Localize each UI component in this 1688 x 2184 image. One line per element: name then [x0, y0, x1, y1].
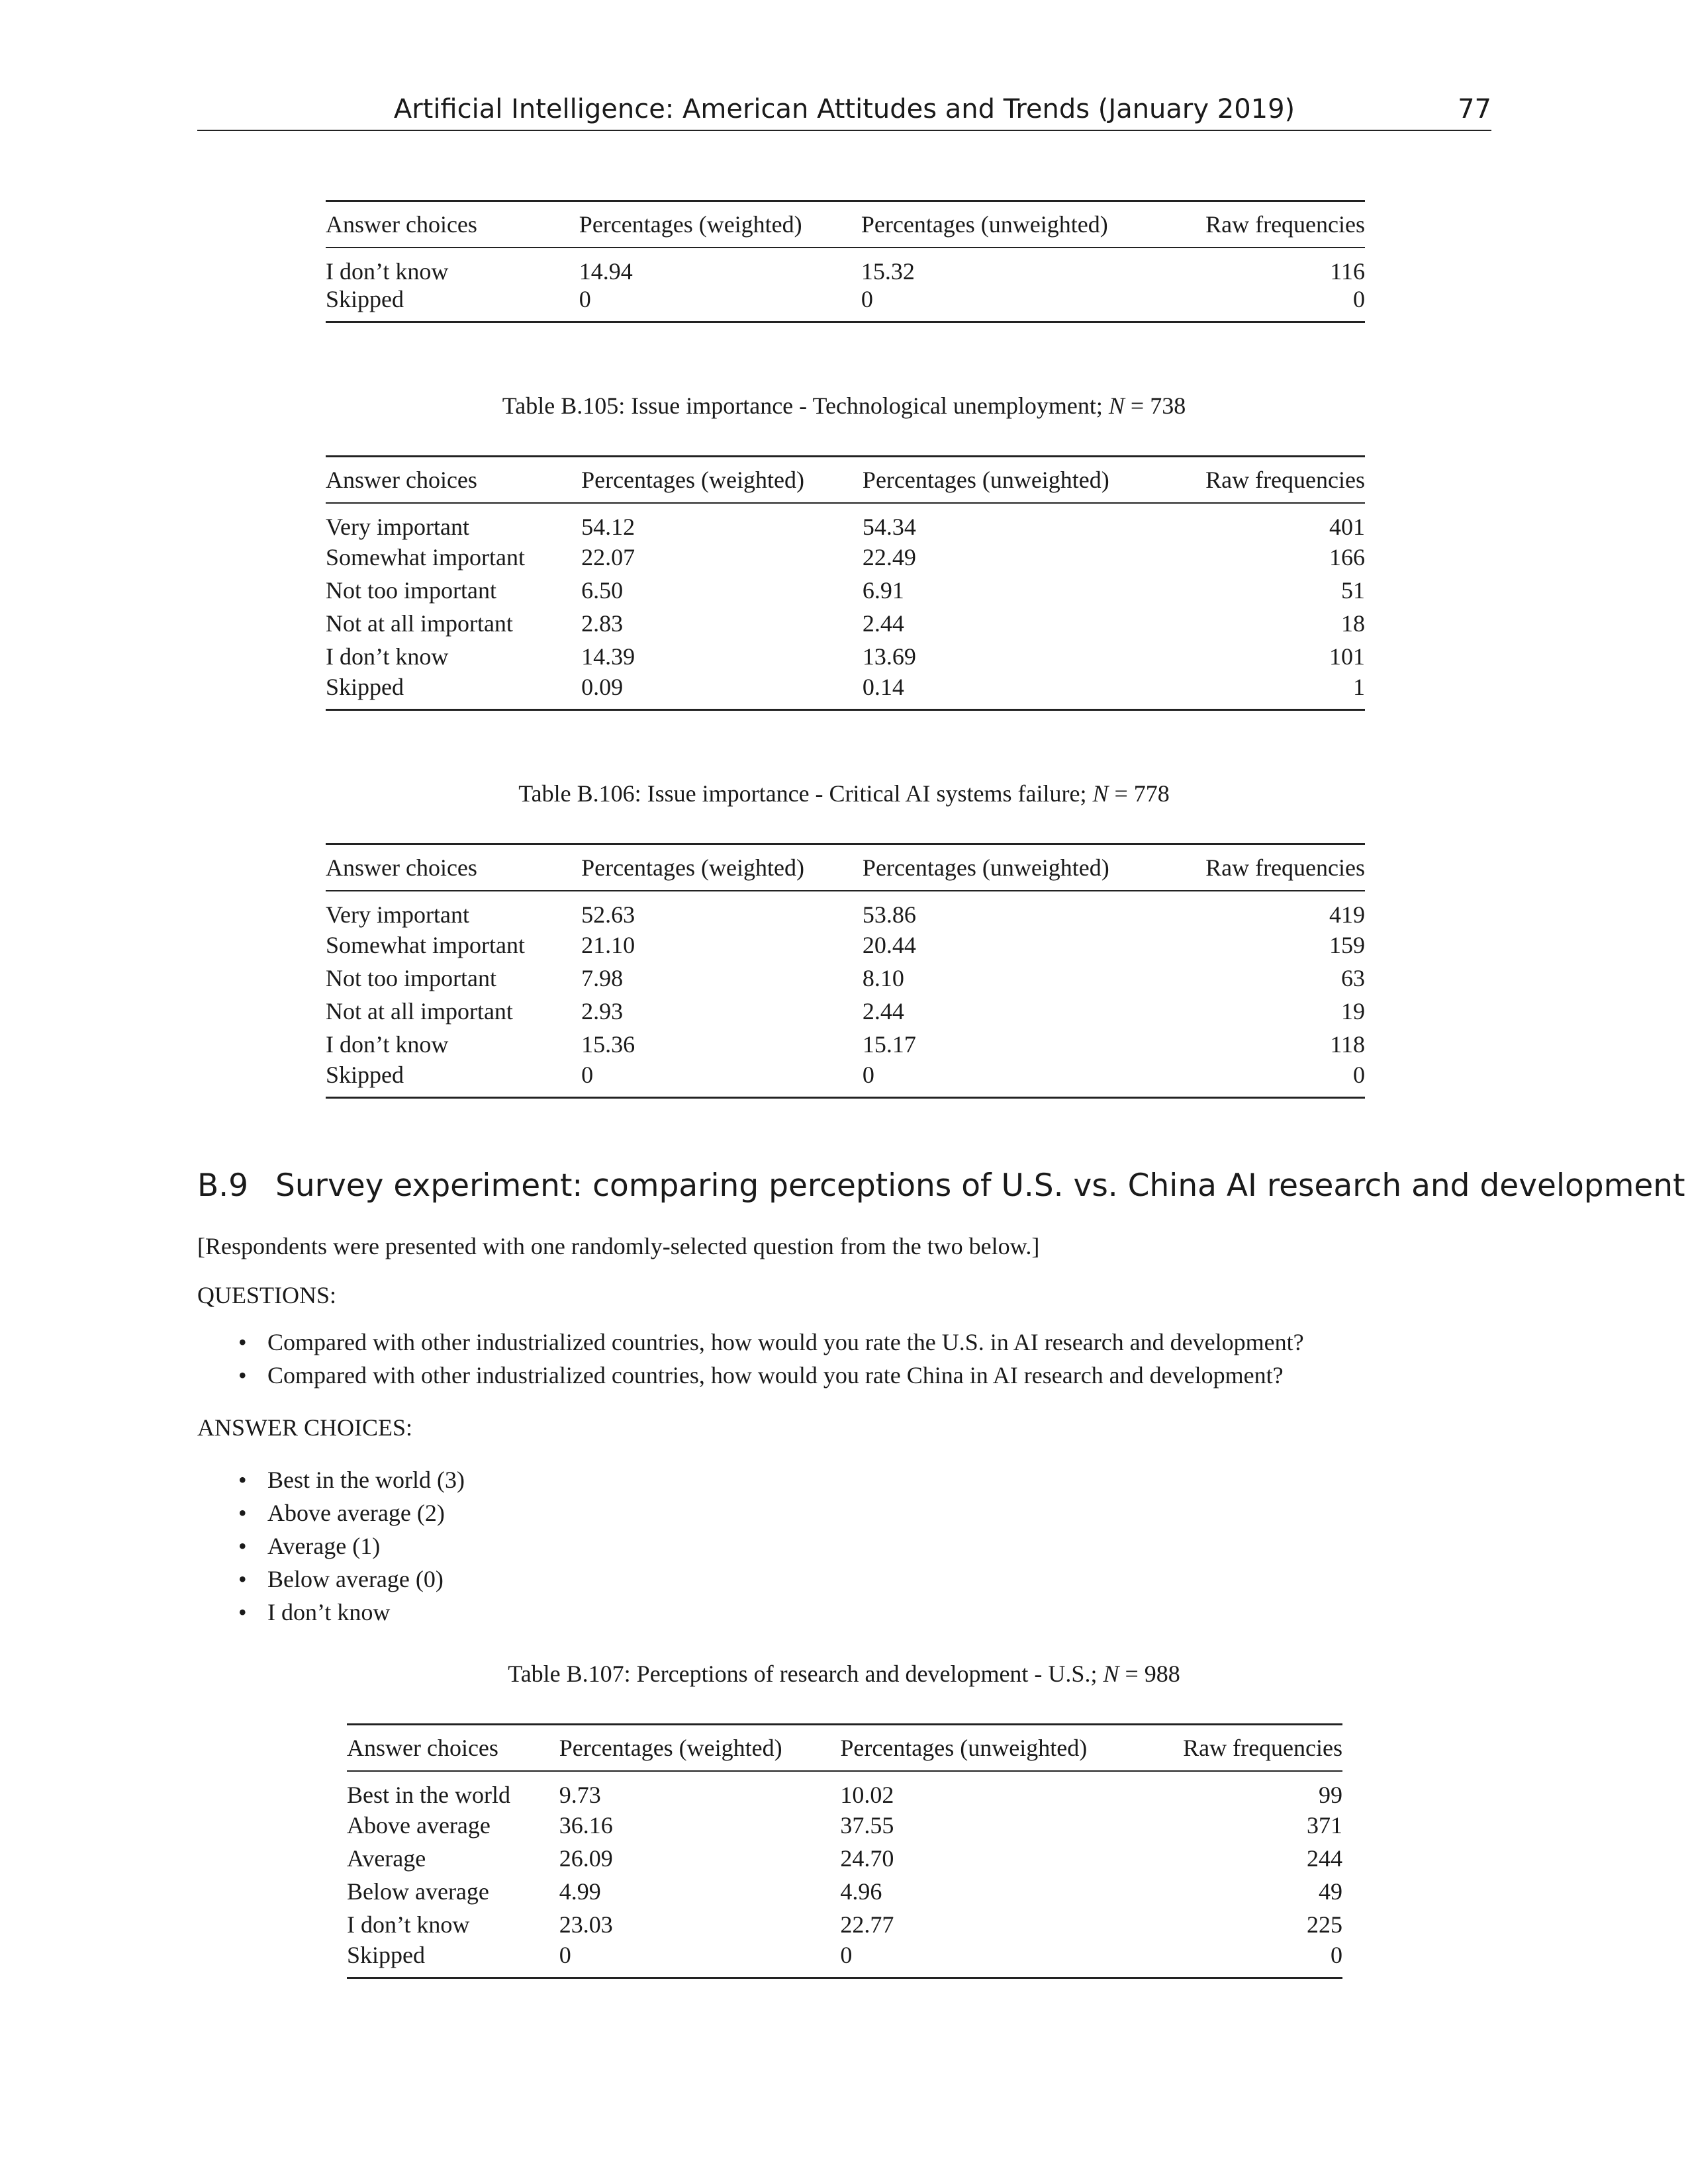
- questions-label: QUESTIONS:: [197, 1282, 337, 1308]
- bullet-icon: •: [238, 1500, 247, 1526]
- table-header-row: [326, 201, 1365, 248]
- bullet-icon: •: [238, 1599, 247, 1625]
- answer-choice-cell: I don’t know: [326, 1031, 449, 1058]
- value-cell: 0: [862, 1062, 874, 1088]
- value-cell: 22.77: [840, 1911, 894, 1938]
- value-cell: 0: [559, 1942, 571, 1968]
- caption-n-variable: N: [1103, 1661, 1119, 1687]
- table-row: [326, 503, 1365, 541]
- table-row: [326, 285, 1365, 322]
- value-cell: 0: [1353, 286, 1365, 312]
- answer-choice-cell: Skipped: [326, 674, 404, 700]
- value-cell: 1: [1353, 674, 1365, 700]
- answer-choice-cell: Above average: [347, 1812, 491, 1839]
- value-cell: 0: [579, 286, 591, 312]
- answer-choice-cell: Not at all important: [326, 998, 513, 1024]
- value-cell: 2.44: [862, 998, 904, 1024]
- page-number: 77: [1458, 94, 1491, 124]
- list-item: [238, 1563, 465, 1596]
- column-header: Percentages (unweighted): [862, 854, 1109, 881]
- section-number: B.9: [197, 1167, 249, 1204]
- answer-choice-cell: Below average: [347, 1878, 489, 1905]
- column-header: Percentages (weighted): [581, 467, 804, 493]
- value-cell: 21.10: [581, 932, 635, 958]
- value-cell: 101: [1329, 643, 1365, 670]
- table-header-row: [326, 844, 1365, 891]
- caption-n-variable: N: [1092, 780, 1109, 807]
- list-item-text: Best in the world (3): [267, 1467, 465, 1493]
- value-cell: 225: [1307, 1911, 1342, 1938]
- value-cell: 49: [1319, 1878, 1342, 1905]
- list-item: [238, 1529, 465, 1563]
- column-header: Raw frequencies: [1205, 467, 1365, 493]
- value-cell: 18: [1341, 610, 1365, 637]
- value-cell: 2.93: [581, 998, 624, 1024]
- value-cell: 6.91: [862, 577, 904, 604]
- bullet-icon: •: [238, 1362, 247, 1388]
- value-cell: 0: [581, 1062, 594, 1088]
- value-cell: 0.14: [862, 674, 904, 700]
- table-row: [326, 607, 1365, 640]
- table-row: [326, 962, 1365, 995]
- list-item-text: Compared with other industrialized countries, how would you rate the U.S. in AI research and development?: [267, 1329, 1304, 1355]
- value-cell: 7.98: [581, 965, 624, 991]
- value-cell: 4.96: [840, 1878, 882, 1905]
- answer-choice-cell: Not too important: [326, 577, 496, 604]
- value-cell: 54.34: [862, 514, 916, 540]
- value-cell: 10.02: [840, 1782, 894, 1808]
- value-cell: 116: [1330, 258, 1365, 285]
- running-header: [197, 93, 1491, 131]
- value-cell: 401: [1329, 514, 1365, 540]
- answers-list: [238, 1463, 465, 1629]
- table-row: [326, 541, 1365, 574]
- value-cell: 26.09: [559, 1845, 613, 1872]
- table-b106: [326, 843, 1365, 1099]
- answer-choice-cell: Skipped: [326, 286, 404, 312]
- value-cell: 0: [840, 1942, 853, 1968]
- value-cell: 2.44: [862, 610, 904, 637]
- value-cell: 15.17: [862, 1031, 916, 1058]
- section-heading: [197, 1167, 1685, 1204]
- column-header: Answer choices: [326, 854, 477, 881]
- value-cell: 0: [1353, 1062, 1365, 1088]
- list-item-text: Average (1): [267, 1533, 381, 1559]
- table-row: [326, 1028, 1365, 1061]
- value-cell: 0: [861, 286, 873, 312]
- caption-text: Table B.107: Perceptions of research and development - U.S.;: [508, 1661, 1103, 1687]
- value-cell: 37.55: [840, 1812, 894, 1839]
- intro-text: [Respondents were presented with one randomly-selected question from the two below.]: [197, 1233, 1040, 1259]
- bullet-icon: •: [238, 1329, 247, 1355]
- table-row: [326, 995, 1365, 1028]
- table-row: [326, 574, 1365, 607]
- value-cell: 419: [1329, 901, 1365, 928]
- table-row: [347, 1941, 1342, 1978]
- table-row: [326, 929, 1365, 962]
- column-header: Percentages (weighted): [559, 1735, 782, 1761]
- questions-list: [238, 1326, 1304, 1392]
- answer-choice-cell: Best in the world: [347, 1782, 510, 1808]
- table-row: [347, 1875, 1342, 1908]
- value-cell: 36.16: [559, 1812, 613, 1839]
- column-header: Percentages (unweighted): [862, 467, 1109, 493]
- caption-table-b105: [0, 392, 1688, 420]
- table-b105: [326, 455, 1365, 711]
- value-cell: 54.12: [581, 514, 635, 540]
- value-cell: 19: [1341, 998, 1365, 1024]
- list-item-text: I don’t know: [267, 1599, 391, 1625]
- caption-table-b106: [0, 780, 1688, 807]
- table-row: [326, 891, 1365, 929]
- value-cell: 4.99: [559, 1878, 601, 1905]
- section-title: Survey experiment: comparing perceptions of U.S. vs. China AI research and development: [275, 1167, 1685, 1204]
- answer-choice-cell: Very important: [326, 901, 469, 928]
- table-row: [326, 673, 1365, 710]
- caption-n-variable: N: [1108, 392, 1125, 419]
- value-cell: 0.09: [581, 674, 624, 700]
- table-b107: [347, 1723, 1342, 1979]
- column-header: Percentages (unweighted): [840, 1735, 1088, 1761]
- value-cell: 53.86: [862, 901, 916, 928]
- value-cell: 51: [1341, 577, 1365, 604]
- answer-choice-cell: Very important: [326, 514, 469, 540]
- list-item: [238, 1496, 465, 1529]
- column-header: Answer choices: [326, 211, 477, 238]
- value-cell: 8.10: [862, 965, 904, 991]
- table-row: [347, 1908, 1342, 1941]
- table-row: [347, 1771, 1342, 1809]
- caption-n-value: = 738: [1124, 392, 1186, 419]
- table-row: [347, 1809, 1342, 1842]
- caption-text: Table B.105: Issue importance - Technological unemployment;: [502, 392, 1109, 419]
- answer-choice-cell: Average: [347, 1845, 426, 1872]
- value-cell: 0: [1331, 1942, 1342, 1968]
- value-cell: 371: [1307, 1812, 1342, 1839]
- bullet-icon: •: [238, 1467, 247, 1493]
- value-cell: 99: [1319, 1782, 1342, 1808]
- list-item-text: Compared with other industrialized countries, how would you rate China in AI research and development?: [267, 1362, 1284, 1388]
- value-cell: 2.83: [581, 610, 624, 637]
- answer-choice-cell: Skipped: [326, 1062, 404, 1088]
- table-row: [326, 1061, 1365, 1098]
- caption-n-value: = 988: [1119, 1661, 1180, 1687]
- table-row: [326, 640, 1365, 673]
- answer-choice-cell: I don’t know: [326, 643, 449, 670]
- answer-choice-cell: Skipped: [347, 1942, 426, 1968]
- value-cell: 14.94: [579, 258, 633, 285]
- list-item: [238, 1463, 465, 1496]
- list-item-text: Above average (2): [267, 1500, 445, 1526]
- header-title: Artificial Intelligence: American Attitudes and Trends (January 2019): [393, 94, 1295, 124]
- answer-choice-cell: Not at all important: [326, 610, 513, 637]
- answer-choice-cell: Somewhat important: [326, 544, 525, 570]
- caption-n-value: = 778: [1108, 780, 1170, 807]
- bullet-icon: •: [238, 1566, 247, 1592]
- caption-table-b107: [0, 1660, 1688, 1688]
- column-header: Raw frequencies: [1205, 854, 1365, 881]
- value-cell: 14.39: [581, 643, 635, 670]
- value-cell: 15.32: [861, 258, 915, 285]
- value-cell: 52.63: [581, 901, 635, 928]
- answer-choice-cell: I don’t know: [326, 258, 449, 285]
- list-item: [238, 1596, 465, 1629]
- column-header: Answer choices: [347, 1735, 498, 1761]
- answer-choice-cell: I don’t know: [347, 1911, 470, 1938]
- value-cell: 23.03: [559, 1911, 613, 1938]
- column-header: Raw frequencies: [1205, 211, 1365, 238]
- column-header: Percentages (unweighted): [861, 211, 1108, 238]
- value-cell: 22.49: [862, 544, 916, 570]
- value-cell: 9.73: [559, 1782, 601, 1808]
- value-cell: 20.44: [862, 932, 916, 958]
- bullet-icon: •: [238, 1533, 247, 1559]
- answers-label: ANSWER CHOICES:: [197, 1414, 413, 1441]
- list-item-text: Below average (0): [267, 1566, 444, 1592]
- table-continued: [326, 200, 1365, 323]
- answer-choice-cell: Somewhat important: [326, 932, 525, 958]
- value-cell: 118: [1330, 1031, 1365, 1058]
- column-header: Percentages (weighted): [579, 211, 802, 238]
- value-cell: 24.70: [840, 1845, 894, 1872]
- table-header-row: [347, 1725, 1342, 1772]
- value-cell: 6.50: [581, 577, 624, 604]
- table-row: [326, 248, 1365, 285]
- value-cell: 13.69: [862, 643, 916, 670]
- value-cell: 166: [1329, 544, 1365, 570]
- table-row: [347, 1842, 1342, 1875]
- value-cell: 22.07: [581, 544, 635, 570]
- value-cell: 63: [1341, 965, 1365, 991]
- column-header: Percentages (weighted): [581, 854, 804, 881]
- answer-choice-cell: Not too important: [326, 965, 496, 991]
- value-cell: 159: [1329, 932, 1365, 958]
- list-item: [238, 1359, 1304, 1392]
- list-item: [238, 1326, 1304, 1359]
- value-cell: 244: [1307, 1845, 1342, 1872]
- column-header: Answer choices: [326, 467, 477, 493]
- column-header: Raw frequencies: [1183, 1735, 1342, 1761]
- value-cell: 15.36: [581, 1031, 635, 1058]
- table-header-row: [326, 457, 1365, 504]
- caption-text: Table B.106: Issue importance - Critical AI systems failure;: [518, 780, 1093, 807]
